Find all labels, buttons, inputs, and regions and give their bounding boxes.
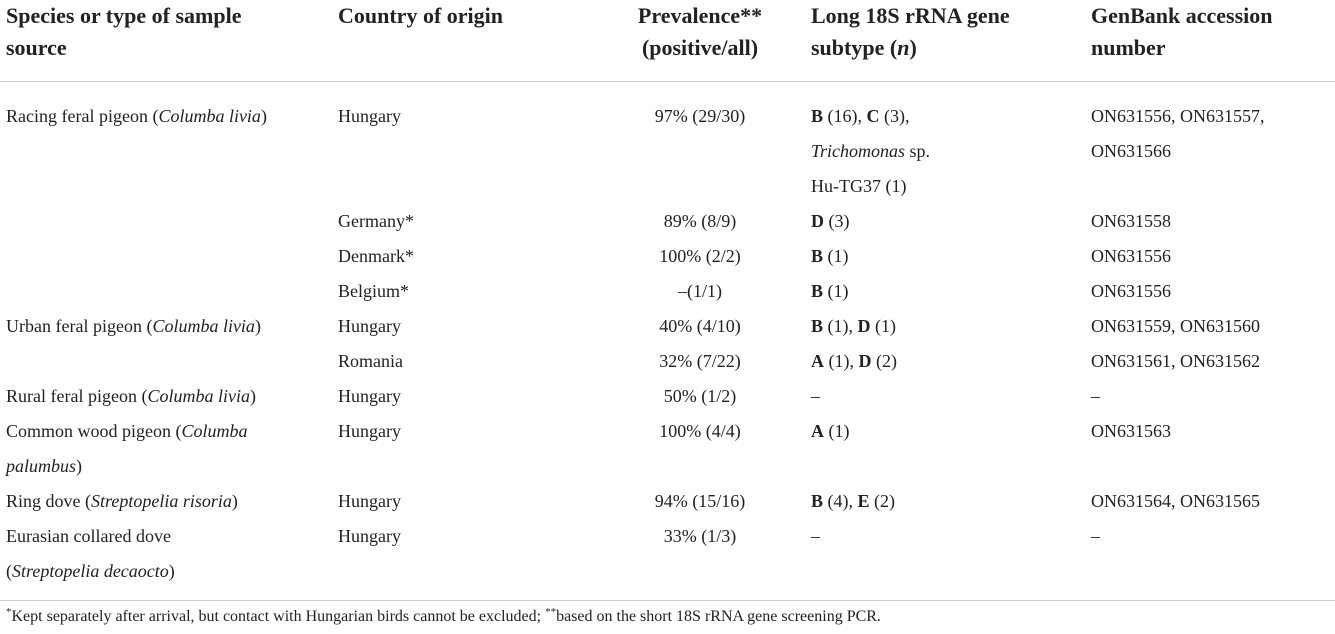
cell-subtype: A (1) <box>811 421 850 441</box>
cell-subtype: – <box>805 519 1085 601</box>
cell-species: Urban feral pigeon (Columba livia) <box>6 316 261 336</box>
table-row <box>0 274 1335 309</box>
table-row <box>0 379 1335 414</box>
cell-subtype: D (3) <box>811 211 850 231</box>
cell-genbank: ON631556 <box>1091 281 1171 301</box>
cell-species: Eurasian collared dove (Streptopelia decaocto) <box>0 519 332 601</box>
cell-species: Ring dove (Streptopelia risoria) <box>6 491 238 511</box>
cell-genbank: ON631556, ON631557, ON631566 <box>1091 106 1265 161</box>
cell-subtype: B (4), E (2) <box>811 491 896 511</box>
table-footnote: *Kept separately after arrival, but contact with Hungarian birds cannot be excluded; **based on the short 18S rRNA gene screening PCR. <box>6 606 881 625</box>
cell-country: Romania <box>338 351 403 371</box>
header-country: Country of origin <box>332 0 595 82</box>
cell-subtype: B (1) <box>811 246 849 266</box>
header-genbank: GenBank accession number <box>1085 0 1335 82</box>
cell-genbank: ON631556 <box>1091 246 1171 266</box>
table-row <box>0 239 1335 274</box>
cell-country: Hungary <box>338 106 401 126</box>
cell-genbank: ON631561, ON631562 <box>1091 351 1260 371</box>
cell-subtype: B (1) <box>811 281 849 301</box>
cell-species <box>0 274 332 309</box>
cell-country: Belgium* <box>338 281 409 301</box>
cell-subtype: B (1), D (1) <box>811 316 897 336</box>
cell-prevalence: –(1/1) <box>678 281 722 301</box>
cell-genbank: – <box>1091 386 1100 406</box>
cell-prevalence: 50% (1/2) <box>663 386 737 406</box>
table-row <box>0 309 1335 344</box>
table-row <box>0 204 1335 239</box>
cell-prevalence: 89% (8/9) <box>663 211 737 231</box>
table-row <box>0 414 1335 484</box>
cell-country: Hungary <box>338 491 401 511</box>
cell-prevalence: 40% (4/10) <box>659 316 741 336</box>
cell-species: Common wood pigeon (Columba palumbus) <box>6 421 248 476</box>
cell-genbank: ON631558 <box>1091 211 1171 231</box>
cell-genbank: – <box>1085 519 1335 601</box>
cell-prevalence: 94% (15/16) <box>654 491 746 511</box>
cell-species: Rural feral pigeon (Columba livia) <box>6 386 256 406</box>
cell-prevalence: 32% (7/22) <box>659 351 741 371</box>
table-row <box>0 82 1335 205</box>
table-row <box>0 344 1335 379</box>
cell-prevalence: 33% (1/3) <box>595 519 805 601</box>
cell-subtype: B (16), C (3), Trichomonas sp. Hu-TG37 (1) <box>811 106 931 196</box>
table-row <box>0 519 1335 601</box>
cell-genbank: ON631564, ON631565 <box>1091 491 1260 511</box>
cell-country: Hungary <box>338 316 401 336</box>
table-header-row <box>0 0 1335 82</box>
cell-country: Hungary <box>332 519 595 601</box>
cell-country: Hungary <box>338 421 401 441</box>
cell-species <box>0 344 332 379</box>
header-prevalence: Prevalence** (positive/all) <box>595 0 805 82</box>
cell-species <box>0 204 332 239</box>
cell-species <box>0 239 332 274</box>
cell-prevalence: 97% (29/30) <box>654 106 746 126</box>
cell-species: Racing feral pigeon (Columba livia) <box>6 106 267 126</box>
cell-prevalence: 100% (2/2) <box>659 246 741 266</box>
cell-subtype: A (1), D (2) <box>811 351 897 371</box>
cell-country: Hungary <box>338 386 401 406</box>
cell-country: Denmark* <box>338 246 414 266</box>
cell-prevalence: 100% (4/4) <box>659 421 741 441</box>
cell-subtype: – <box>811 386 820 406</box>
header-species: Species or type of sample source <box>0 0 332 82</box>
cell-genbank: ON631559, ON631560 <box>1091 316 1260 336</box>
table-row <box>0 484 1335 519</box>
cell-genbank: ON631563 <box>1091 421 1171 441</box>
header-subtype: Long 18S rRNA gene subtype (n) <box>805 0 1085 82</box>
cell-country: Germany* <box>338 211 414 231</box>
